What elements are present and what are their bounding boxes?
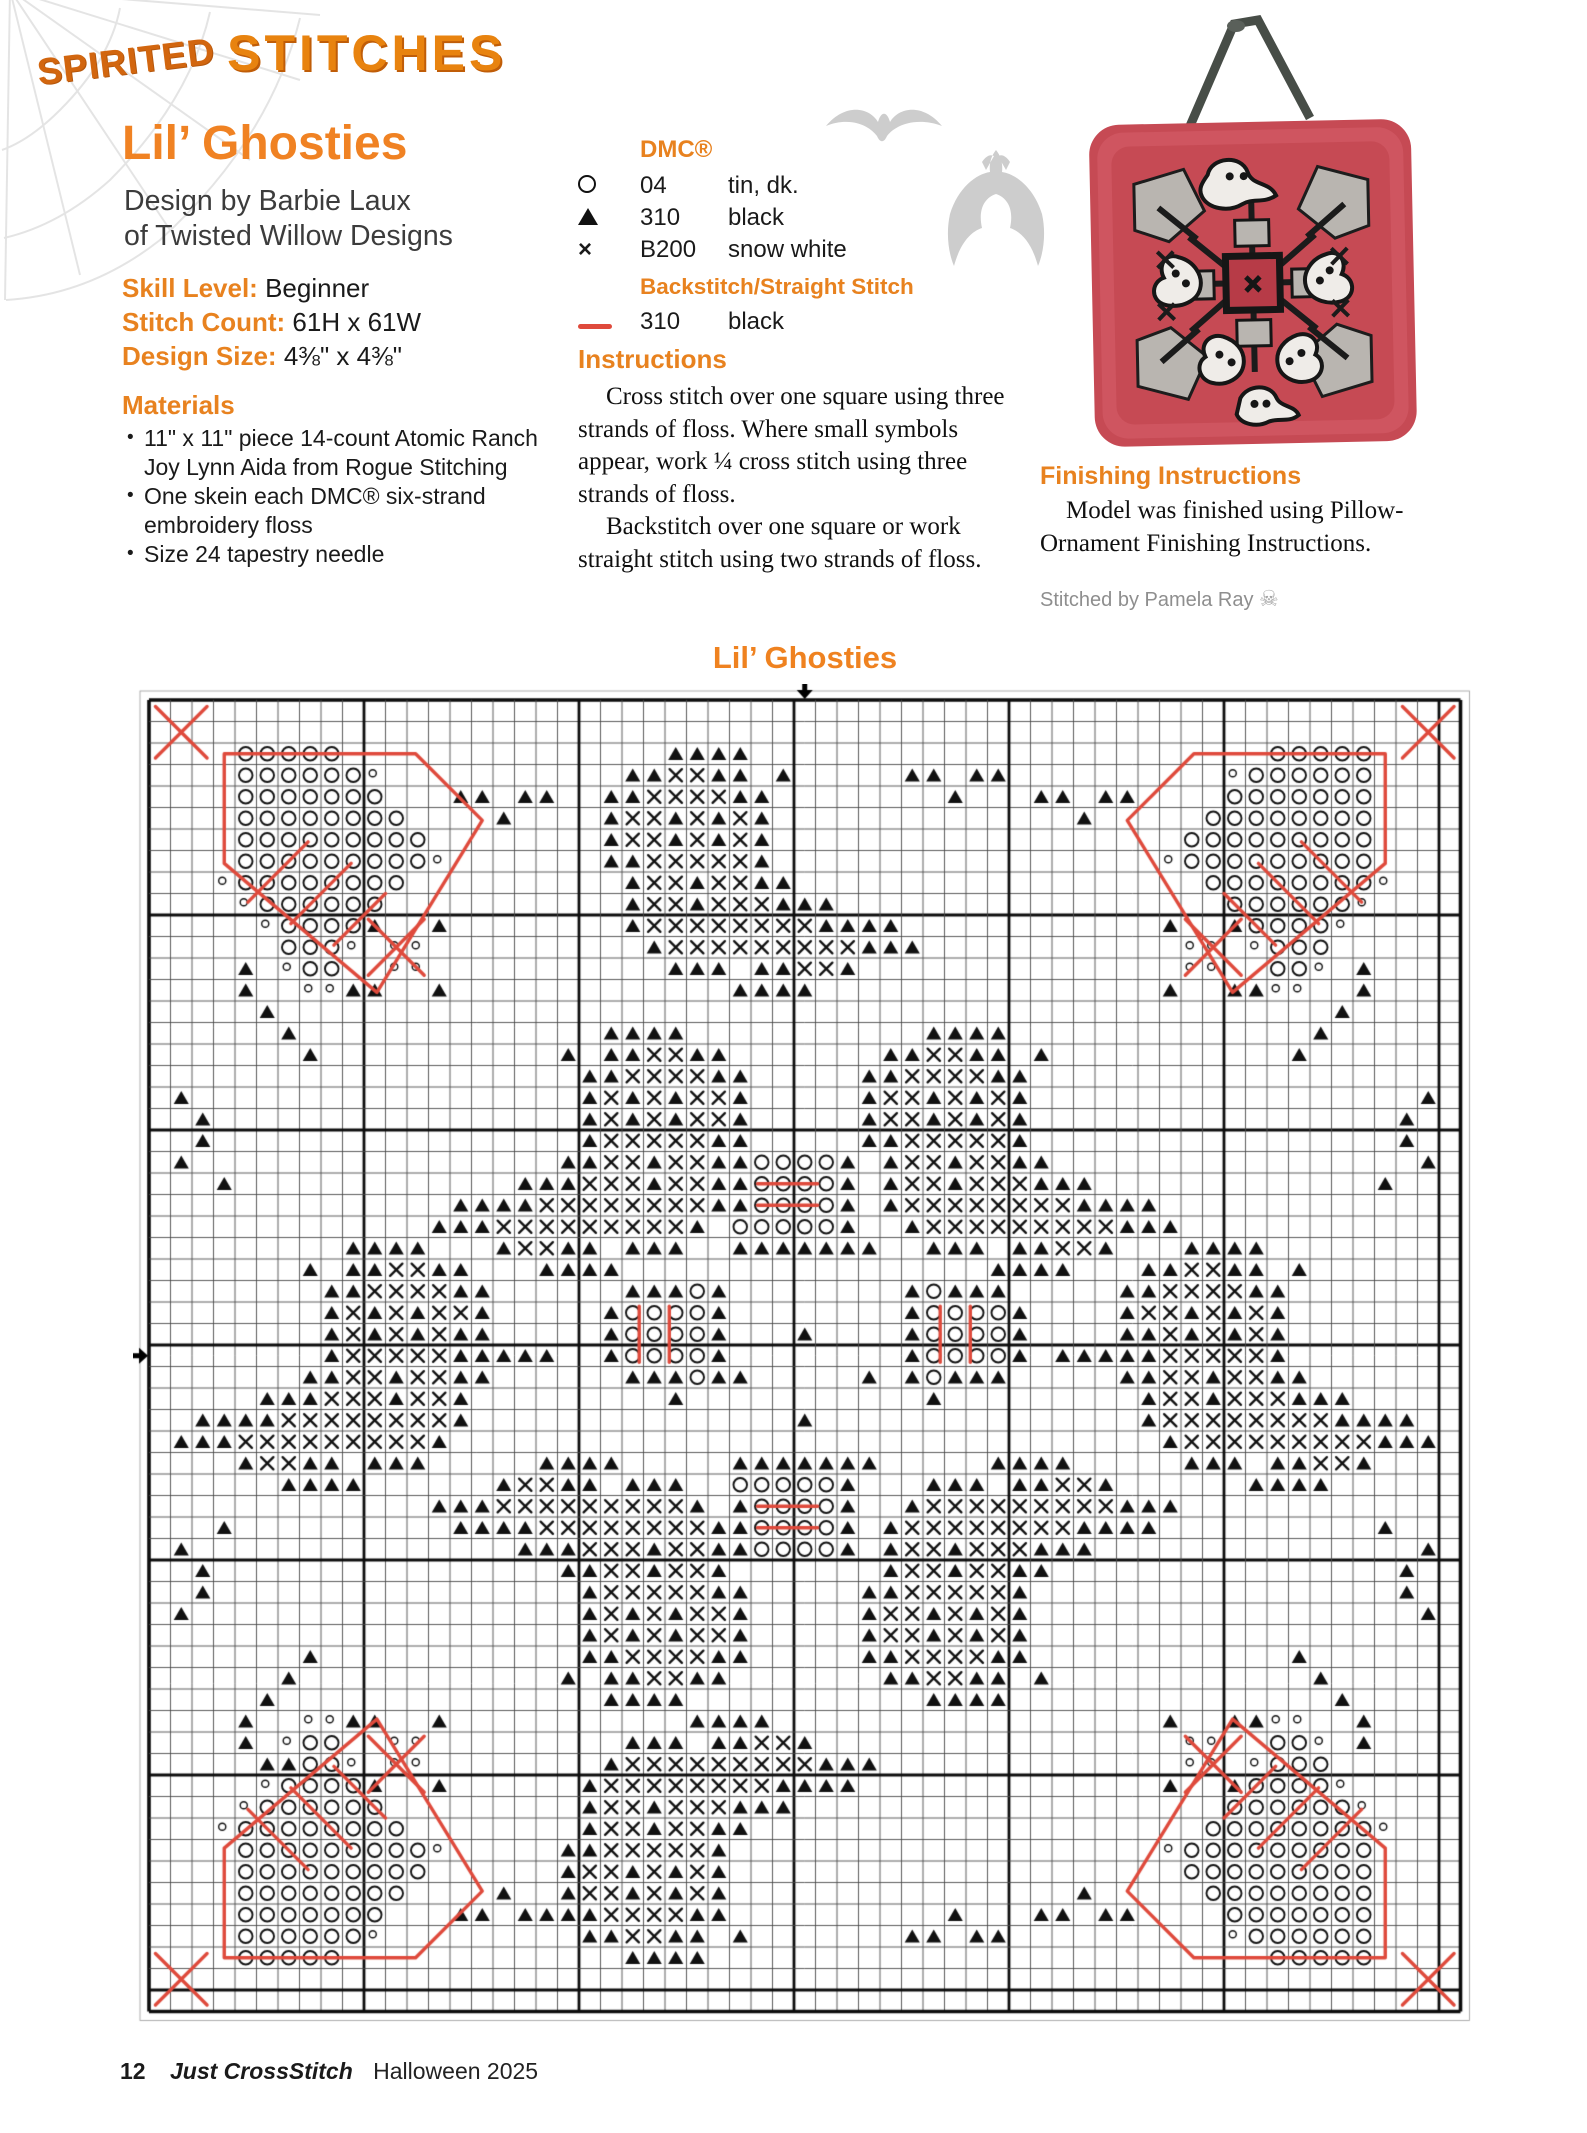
byline xyxy=(124,184,453,254)
triangle-icon xyxy=(578,208,598,225)
backstitch-color-name: black xyxy=(728,308,785,335)
stitch-chart xyxy=(133,684,1477,2028)
backstitch-line-icon xyxy=(578,324,612,329)
x-icon: × xyxy=(578,236,593,263)
masthead xyxy=(34,22,507,93)
instructions-heading: Instructions xyxy=(578,344,727,374)
issue-name: Halloween 2025 xyxy=(373,2058,539,2084)
materials-item: • 11" x 11" piece 14-count Atomic Ranch Joy Lynn Aida from Rogue Stitching xyxy=(122,424,562,482)
color-key xyxy=(578,136,1018,338)
page-title: Lil’ Ghosties xyxy=(122,117,408,170)
design-size-row xyxy=(122,340,421,374)
key-row xyxy=(578,202,847,234)
materials-heading: Materials xyxy=(122,390,235,420)
byline-line1: Design by Barbie Laux xyxy=(124,185,411,217)
masthead-word-stitches: STITCHES xyxy=(227,25,507,81)
key-color-name: snow white xyxy=(728,236,847,263)
skull-crossbones-icon: ☠ xyxy=(1259,586,1279,611)
finishing-section xyxy=(1040,462,1460,612)
finishing-heading: Finishing Instructions xyxy=(1040,462,1302,490)
key-code: 310 xyxy=(640,204,681,231)
skill-level-value: Beginner xyxy=(265,273,370,303)
materials-list xyxy=(122,424,562,569)
design-size-value: 4⅜" x 4⅜" xyxy=(283,340,403,371)
backstitch-row xyxy=(578,306,784,338)
key-color-name: tin, dk. xyxy=(728,172,799,199)
backstitch-code: 310 xyxy=(640,308,681,335)
stitch-count-label: Stitch Count: xyxy=(122,306,286,337)
key-row xyxy=(578,170,847,202)
materials-item: • One skein each DMC® six-strand embroidery floss xyxy=(122,482,562,540)
pattern-info xyxy=(122,272,421,373)
skill-level-row xyxy=(122,272,421,306)
instructions-section xyxy=(578,344,1020,576)
stitch-count-row xyxy=(122,306,421,340)
instructions-paragraph: Backstitch over one square or work straight stitch using two strands of floss. xyxy=(578,513,982,573)
backstitch-heading: Backstitch/Straight Stitch xyxy=(640,274,914,299)
skill-level-label: Skill Level: xyxy=(122,273,258,303)
chart-title: Lil’ Ghosties xyxy=(712,640,898,675)
key-code: 04 xyxy=(640,172,667,199)
stitcher-credit xyxy=(1040,586,1460,612)
circle-icon xyxy=(578,175,596,193)
model-photo xyxy=(1040,6,1460,458)
key-color-name: black xyxy=(728,204,785,231)
byline-line2: of Twisted Willow Designs xyxy=(124,219,453,252)
page-number: 12 xyxy=(120,2058,146,2084)
key-brand-heading: DMC® xyxy=(640,136,713,163)
instructions-paragraph: Cross stitch over one square using three strands of floss. Where small symbols appear, work ¼ cross stitch using three strands of floss. xyxy=(578,383,1005,508)
materials-item: • Size 24 tapestry needle xyxy=(122,540,562,569)
masthead-word-spirited: SPIRITED xyxy=(34,30,218,93)
key-row xyxy=(578,234,847,266)
finishing-text: Model was finished using Pillow-Ornament Finishing Instructions. xyxy=(1040,497,1404,557)
magazine-name: Just CrossStitch xyxy=(169,2058,353,2084)
stitch-count-value: 61H x 61W xyxy=(292,306,422,337)
key-code: B200 xyxy=(640,236,697,263)
design-size-label: Design Size: xyxy=(122,340,277,371)
page-footer xyxy=(120,2058,538,2085)
stitcher-credit-text: Stitched by Pamela Ray xyxy=(1040,589,1254,611)
